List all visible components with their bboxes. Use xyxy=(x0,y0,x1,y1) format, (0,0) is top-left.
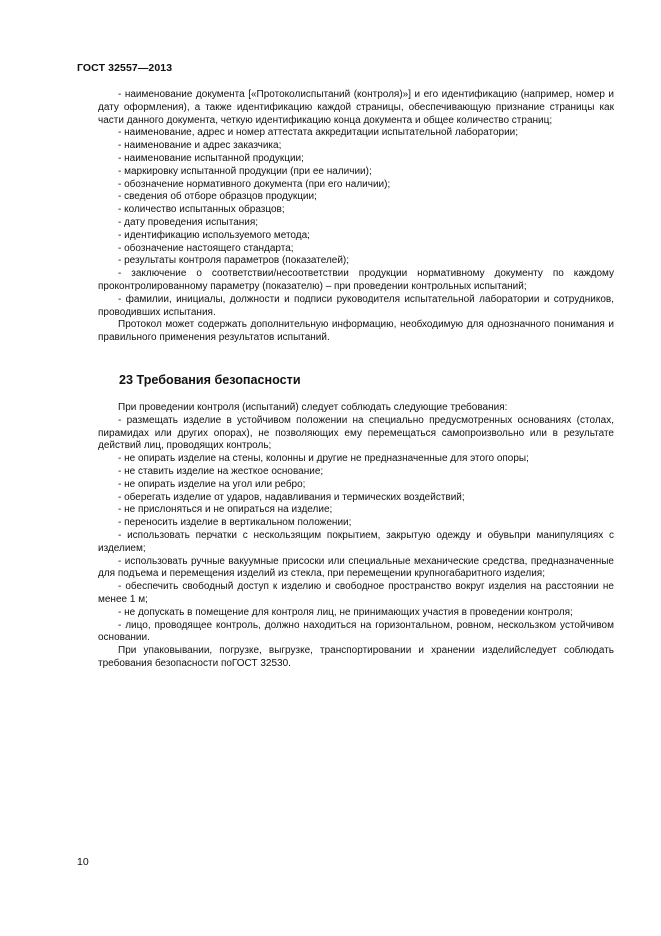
list-item: - фамилии, инициалы, должности и подписи руководителя испытательной лаборатории и сотрудников, проводивших испытания. xyxy=(98,293,614,318)
list-item: - сведения об отборе образцов продукции; xyxy=(118,191,317,203)
safety-requirements-list xyxy=(98,402,614,671)
list-item: - не опирать изделие на угол или ребро; xyxy=(118,478,306,490)
list-item: - наименование и адрес заказчика; xyxy=(118,140,282,152)
list-item: - обозначение нормативного документа (при его наличии); xyxy=(118,178,391,190)
intro-paragraph: При проведении контроля (испытаний) следует соблюдать следующие требования: xyxy=(118,402,508,413)
list-item: - наименование, адрес и номер аттестата аккредитации испытательной лаборатории; xyxy=(118,127,519,139)
list-item: - использовать ручные вакуумные присоски или специальные механические средства, предназначенные для подъема и перемещения изделий из стекла, при перемещении крупногабаритного изделия; xyxy=(98,555,614,580)
list-item: - идентификацию используемого метода; xyxy=(118,229,310,241)
list-item: - не допускать в помещение для контроля лиц, не принимающих участия в проведении контроля; xyxy=(118,606,573,618)
list-item: - использовать перчатки с нескользящим покрытием, закрытую одежду и обувьпри манипуляциях с изделием; xyxy=(98,529,614,554)
list-item: - лицо, проводящее контроль, должно находиться на горизонтальном, ровном, нескользком устойчивом основании. xyxy=(98,619,614,644)
list-item: - заключение о соответствии/несоответствии продукции нормативному документу по каждому проконтролированному параметру (показателю) – при проведении контрольных испытаний; xyxy=(98,268,614,292)
list-item: - наименование документа [«Протоколиспытаний (контроля)»] и его идентификацию (например, номер и дату оформления), а также идентификацию каждой страницы, обеспечивающую признание страницы как части данного документа, четкую идентификацию конца документа и общее количество страниц; xyxy=(98,89,614,126)
list-item: - количество испытанных образцов; xyxy=(118,204,285,216)
list-item: - маркировку испытанной продукции (при ее наличии); xyxy=(118,165,372,177)
protocol-note-paragraph: Протокол может содержать дополнительную информацию, необходимую для однозначного понимания и правильного применения результатов испытаний. xyxy=(98,319,614,344)
list-item: - не ставить изделие на жесткое основание; xyxy=(118,465,324,477)
list-item: - результаты контроля параметров (показателей); xyxy=(118,255,350,267)
list-item: - оберегать изделие от ударов, надавливания и термических воздействий; xyxy=(118,491,465,503)
list-item: - дату проведения испытания; xyxy=(118,216,259,228)
list-item: - не опирать изделие на стены, колонны и другие не предназначенные для этого опоры; xyxy=(118,453,529,465)
standard-header: ГОСТ 32557—2013 xyxy=(77,62,173,74)
list-item: - обозначение настоящего стандарта; xyxy=(118,242,294,254)
list-item: - не прислоняться и не опираться на изделие; xyxy=(118,504,333,516)
list-item: - наименование испытанной продукции; xyxy=(118,152,304,164)
page-number: 10 xyxy=(77,856,89,868)
protocol-contents-list xyxy=(98,89,614,345)
list-item: - обеспечить свободный доступ к изделию и свободное пространство вокруг изделия на расстоянии не менее 1 м; xyxy=(98,581,614,605)
list-item: - переносить изделие в вертикальном положении; xyxy=(118,517,352,529)
list-item: - размещать изделие в устойчивом положении на специально предусмотренных основаниях (столах, пирамидах или других опорах), не позволяющих ему перемещаться самопроизвольно или в результате действий лиц, проводящих контроль; xyxy=(98,414,614,452)
closing-paragraph: При упаковывании, погрузке, выгрузке, транспортировании и хранении изделийследует соблюдать требования безопасности поГОСТ 32530. xyxy=(98,645,614,669)
section-heading: 23 Требования безопасности xyxy=(119,373,301,387)
